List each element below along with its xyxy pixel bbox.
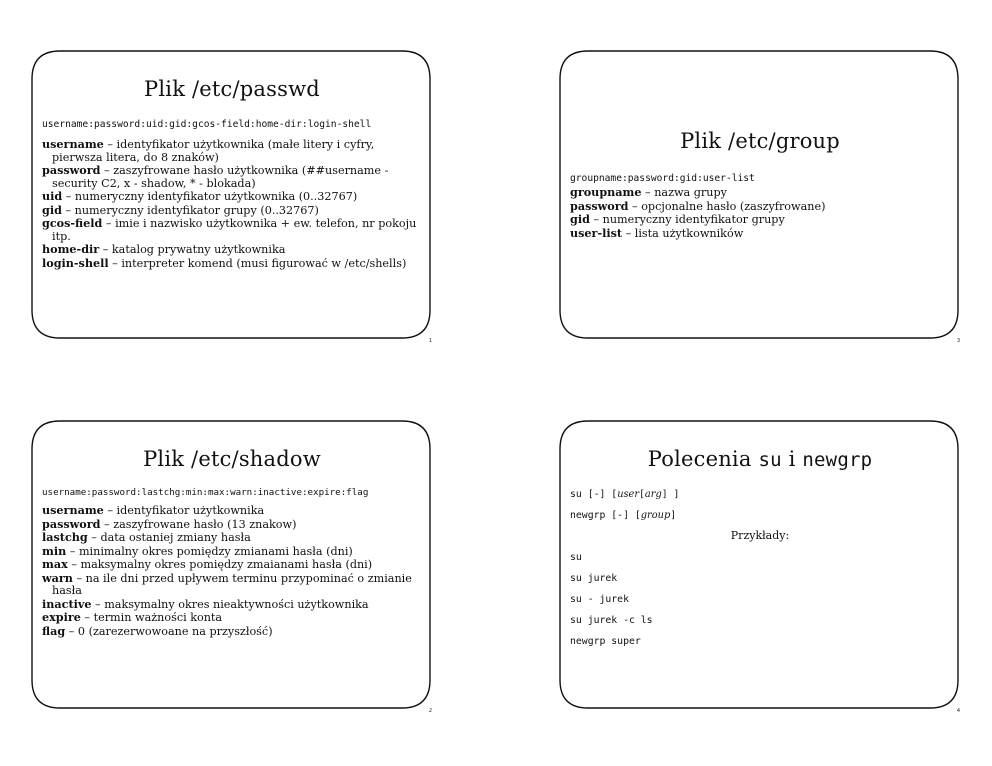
page-number: 3: [956, 338, 960, 344]
list-item: username – identyfikator użytkownika (małe litery i cyfry, pierwsza litera, do 8 znaków): [42, 137, 375, 164]
slide-passwd: [28, 47, 434, 342]
list-item: password – zaszyfrowane hasło (13 znakow): [42, 516, 297, 531]
list-item: lastchg – data ostaniej zmiany hasła: [42, 530, 251, 544]
example-line: su jurek: [570, 573, 618, 584]
page-number: 1: [428, 338, 432, 344]
list-item: max – maksymalny okres pomiędzy zmaianami hasła (dni): [42, 557, 373, 571]
list-item: username – identyfikator użytkownika: [42, 503, 265, 517]
list-item: warn – na ile dni przed upływem terminu przypominać o zmianie hasła: [42, 570, 412, 597]
su-syntax: su [-] [user[arg] ]: [570, 489, 680, 500]
slide-su-newgrp: [556, 417, 962, 712]
example-line: su - jurek: [570, 594, 629, 605]
list-item: user-list – lista użytkowników: [570, 225, 744, 240]
slide-title: Plik /etc/shadow: [143, 447, 321, 471]
newgrp-syntax: newgrp [-] [group]: [570, 510, 677, 521]
format-line: username:password:uid:gid:gcos-field:home-dir:login-shell: [42, 119, 372, 130]
list-item: inactive – maksymalny okres nieaktywności użytkownika: [42, 596, 369, 611]
definition-list: [42, 138, 422, 270]
page-number: 4: [956, 708, 960, 714]
list-item: expire – termin ważności konta: [42, 610, 223, 624]
list-item: password – opcjonalne hasło (zaszyfrowane): [570, 198, 826, 213]
list-item: min – minimalny okres pomiędzy zmianami hasła (dni): [42, 543, 353, 558]
slide-group: [556, 47, 962, 342]
list-item: home-dir – katalog prywatny użytkownika: [42, 242, 286, 256]
list-item: gid – numeryczny identyfikator grupy: [570, 212, 785, 226]
format-line: username:password:lastchg:min:max:warn:inactive:expire:flag: [42, 487, 369, 498]
example-line: newgrp super: [570, 636, 641, 647]
list-item: uid – numeryczny identyfikator użytkownika (0..32767): [42, 189, 358, 203]
list-item: gid – numeryczny identyfikator grupy (0..32767): [42, 202, 319, 217]
slide-title: Plik /etc/passwd: [144, 77, 320, 101]
examples-label: Przykłady:: [730, 529, 790, 542]
list-item: groupname – nazwa grupy: [570, 185, 727, 199]
list-item: flag – 0 (zarezerwowoane na przyszłość): [42, 623, 273, 638]
definition-list: [570, 186, 950, 240]
slide-title: Plik /etc/group: [680, 129, 840, 153]
page-number: 2: [428, 708, 432, 714]
example-line: su jurek -c ls: [570, 615, 653, 626]
list-item: gcos-field – imie i nazwisko użytkownika + ew. telefon, nr pokoju itp.: [42, 216, 417, 243]
example-line: su: [570, 552, 582, 563]
list-item: password – zaszyfrowane hasło użytkownika (##username - security C2, x - shadow, * - blokada): [42, 163, 389, 190]
slide-shadow: [28, 417, 434, 712]
slide-title: Polecenia su i newgrp: [647, 447, 873, 471]
definition-list: [42, 504, 422, 638]
list-item: login-shell – interpreter komend (musi figurować w /etc/shells): [42, 255, 407, 270]
format-line: groupname:password:gid:user-list: [570, 173, 755, 184]
